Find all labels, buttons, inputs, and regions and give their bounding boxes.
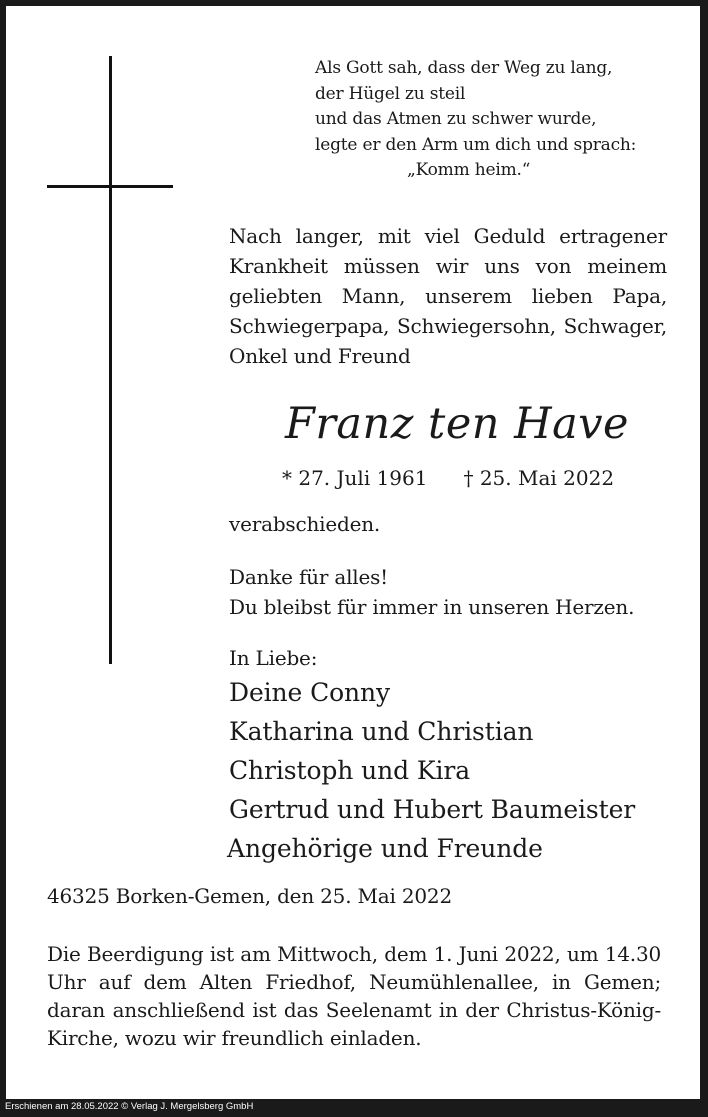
cross-icon-vertical-bar bbox=[109, 56, 112, 664]
family-list bbox=[229, 673, 635, 868]
poem-line: legte er den Arm um dich und sprach: bbox=[315, 134, 637, 155]
family-member: Christoph und Kira bbox=[229, 756, 471, 785]
birth-date: * 27. Juli 1961 bbox=[282, 466, 428, 490]
place-date: 46325 Borken-Gemen, den 25. Mai 2022 bbox=[47, 884, 452, 908]
thanks-line: Du bleibst für immer in unseren Herzen. bbox=[229, 595, 635, 619]
life-dates bbox=[282, 466, 614, 490]
family-member: Angehörige und Freunde bbox=[227, 834, 543, 863]
poem-line: „Komm heim.“ bbox=[407, 160, 531, 180]
poem bbox=[315, 56, 636, 184]
family-member: Katharina und Christian bbox=[229, 717, 534, 746]
family-member: Gertrud und Hubert Baumeister bbox=[229, 795, 636, 824]
intro-text: Nach langer, mit viel Geduld ertragener Krankheit müssen wir uns von meinem geliebten Mann, unserem lieben Papa, Schwiegerpapa, Schwiegersohn, Schwager, Onkel und Freund bbox=[229, 224, 667, 368]
cross-icon-horizontal-bar bbox=[47, 185, 173, 188]
death-date: † 25. Mai 2022 bbox=[463, 466, 615, 490]
funeral-info: Die Beerdigung ist am Mittwoch, dem 1. Juni 2022, um 14.30 Uhr auf dem Alten Friedhof, Neumühlenallee, in Gemen; daran anschließend ist das Seelenamt in der Christus-König-Kirche, wozu wir freundlich einladen. bbox=[47, 942, 661, 1050]
poem-line: und das Atmen zu schwer wurde, bbox=[315, 109, 597, 129]
family-member: Deine Conny bbox=[229, 678, 391, 707]
poem-line: Als Gott sah, dass der Weg zu lang, bbox=[315, 58, 613, 78]
poem-line: der Hügel zu steil bbox=[315, 83, 466, 104]
publisher-footer: Erschienen am 28.05.2022 © Verlag J. Mergelsberg GmbH bbox=[5, 1101, 254, 1112]
thanks-line: Danke für alles! bbox=[229, 565, 389, 589]
signoff: In Liebe: bbox=[229, 646, 318, 670]
obituary-notice bbox=[6, 6, 700, 1099]
farewell-text: verabschieden. bbox=[229, 512, 381, 536]
deceased-name: Franz ten Have bbox=[285, 399, 630, 449]
